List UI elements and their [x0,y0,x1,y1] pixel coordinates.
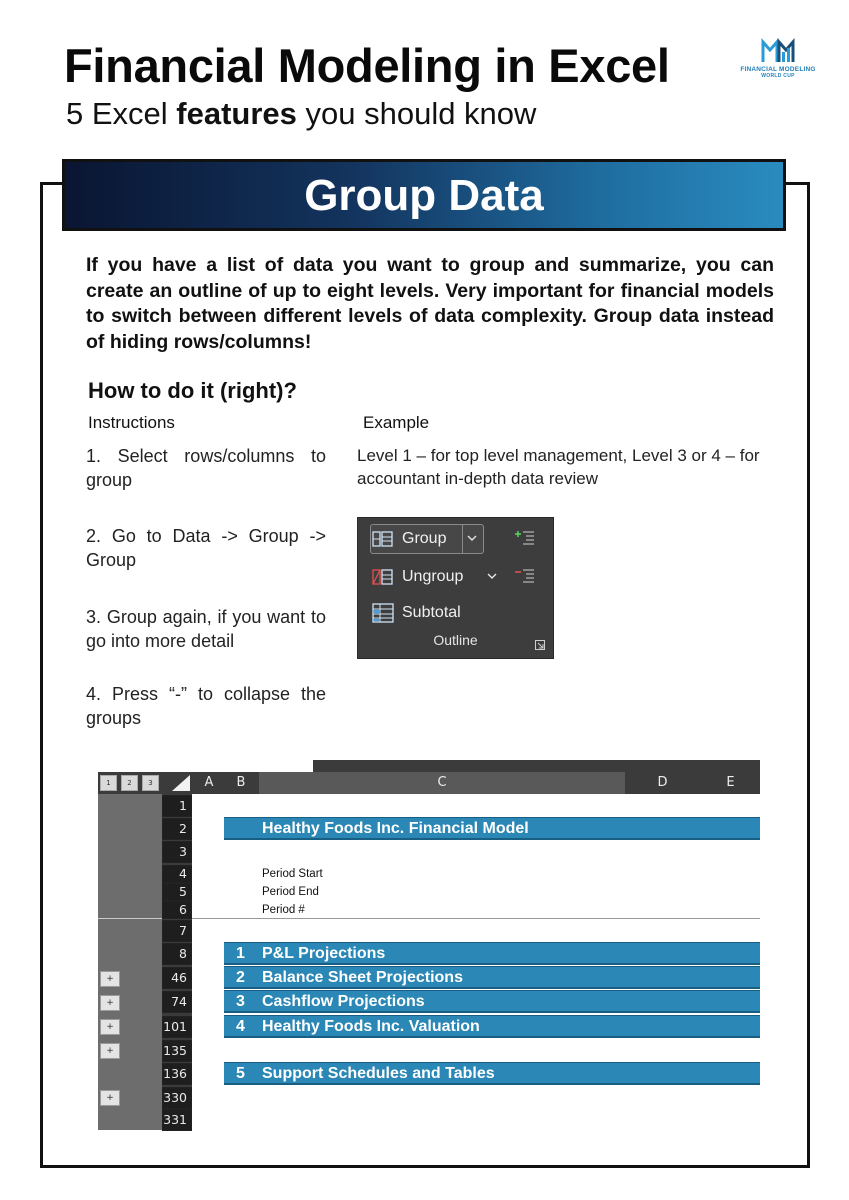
logo-text-line2: WORLD CUP [761,73,795,79]
section-number: 1 [236,945,245,962]
step-3: 3. Group again, if you want to go into more detail [86,607,326,651]
column-header-e[interactable]: E [726,775,735,790]
group-split-divider [462,524,463,554]
example-text: Level 1 – for top level management, Level 3 or 4 – for accountant in-depth data review [357,446,760,488]
subtitle-pre: 5 Excel [66,96,177,131]
row-number[interactable]: 1 [162,795,192,817]
excel-grid [98,760,760,1130]
row-number[interactable]: 5 [162,883,192,901]
expand-group-button[interactable]: + [100,1090,120,1106]
row-number[interactable]: 4 [162,865,192,883]
outline-pane [98,794,162,1130]
logo [735,38,821,88]
intro-paragraph: If you have a list of data you want to group and summarize, you can create an outline of up to eight levels. Very important for financial models to switch between different levels of data complexity. Group data instead of hiding rows/columns! [86,254,774,353]
row-number[interactable]: 46 [162,967,192,989]
section-row-5[interactable] [224,1062,760,1085]
logo-mark-icon [761,38,795,64]
row-number[interactable]: 136 [162,1063,192,1085]
outline-level-2-button[interactable]: 2 [121,775,138,791]
expand-group-button[interactable]: + [100,1043,120,1059]
row-number[interactable]: 135 [162,1040,192,1062]
section-label: P&L Projections [262,945,386,962]
section-number: 2 [236,969,245,986]
column-header-b[interactable]: B [236,775,246,790]
subtotal-button[interactable] [372,600,461,626]
section-number: 4 [236,1018,245,1035]
formula-bar-edge [313,760,760,772]
section-divider [192,918,760,919]
outline-ribbon [357,517,554,659]
period-number-label: Period # [262,904,305,916]
select-all-corner[interactable] [172,775,190,791]
row-number[interactable]: 101 [162,1016,192,1038]
section-label: Healthy Foods Inc. Valuation [262,1018,480,1035]
dialog-launcher-icon[interactable] [535,640,545,650]
outline-bracket-line [98,918,162,919]
outline-group-label: Outline [433,632,478,648]
logo-text-line1: FINANCIAL MODELING [740,66,816,73]
section-label: Balance Sheet Projections [262,969,463,986]
step-4: 4. Press “-” to collapse the groups [86,684,326,728]
page-title: Financial Modeling in Excel [64,39,670,92]
group-button[interactable] [372,526,446,552]
model-title-bar [224,817,760,840]
row-number[interactable]: 331 [162,1109,192,1131]
step-1: 1. Select rows/columns to group [86,446,326,490]
hide-detail-icon[interactable] [514,568,536,584]
ungroup-chevron-down-icon[interactable] [486,571,498,581]
expand-group-button[interactable]: + [100,971,120,987]
section-row-2[interactable] [224,966,760,989]
example-header: Example [363,413,430,432]
section-row-1[interactable] [224,942,760,965]
outline-level-1-button[interactable]: 1 [100,775,117,791]
section-row-3[interactable] [224,990,760,1013]
period-end-label: Period End [262,886,319,898]
column-header-c[interactable]: C [259,772,625,794]
row-number[interactable]: 8 [162,943,192,965]
expand-group-button[interactable]: + [100,1019,120,1035]
model-title: Healthy Foods Inc. Financial Model [262,820,529,837]
subtotal-label: Subtotal [402,604,461,621]
subtotal-icon [372,603,394,623]
ungroup-label: Ungroup [402,568,464,585]
section-banner: Group Data [62,159,786,231]
section-label: Support Schedules and Tables [262,1065,495,1082]
section-number: 3 [236,993,245,1010]
outline-level-3-button[interactable]: 3 [142,775,159,791]
subtitle-post: you should know [296,96,537,131]
column-header-a[interactable]: A [204,775,214,790]
row-number[interactable]: 7 [162,920,192,942]
row-number[interactable]: 6 [162,901,192,919]
row-number[interactable]: 2 [162,818,192,840]
section-label: Cashflow Projections [262,993,425,1010]
howto-heading: How to do it (right)? [88,378,297,403]
ungroup-button[interactable] [372,564,463,590]
page-subtitle [66,96,536,132]
show-detail-icon[interactable] [514,530,536,546]
row-number[interactable]: 330 [162,1087,192,1109]
row-number[interactable]: 3 [162,841,192,863]
expand-group-button[interactable]: + [100,995,120,1011]
section-row-4[interactable] [224,1015,760,1038]
group-icon [372,530,394,548]
section-number: 5 [236,1065,245,1082]
period-start-label: Period Start [262,868,323,880]
group-label: Group [402,530,447,547]
subtitle-bold: features [176,96,297,131]
column-header-d[interactable]: D [657,775,668,790]
group-chevron-down-icon[interactable] [466,533,478,543]
row-number[interactable]: 74 [162,991,192,1013]
ungroup-icon [372,568,394,586]
step-2: 2. Go to Data -> Group -> Group [86,526,326,570]
instructions-header: Instructions [88,413,175,432]
